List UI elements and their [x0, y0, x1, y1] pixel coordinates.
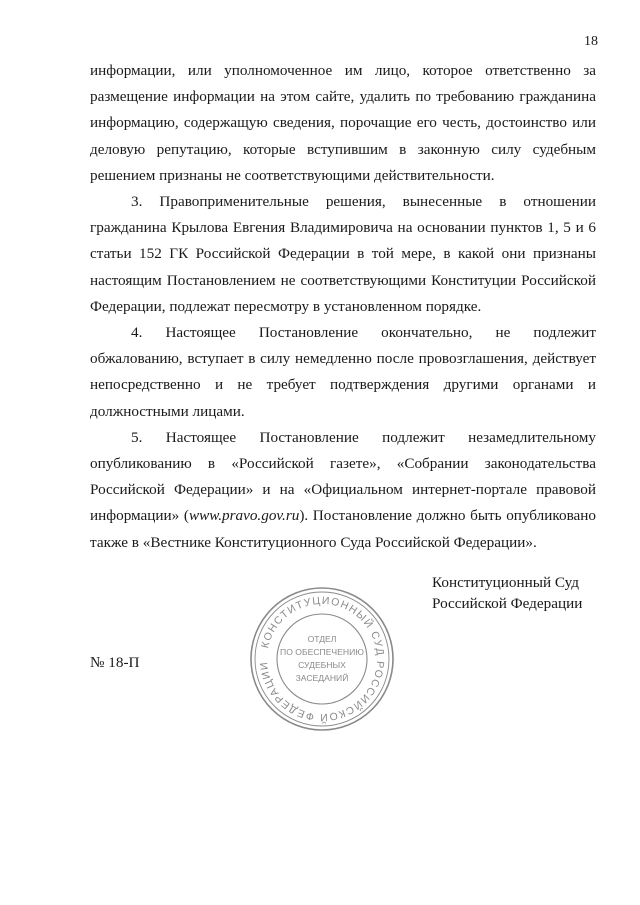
paragraph-5	[90, 425, 596, 556]
signature-block	[432, 572, 582, 614]
paragraph-5-text-start: 5. Настоящее Постановление подлежит незамедлительному опубликованию в «Российской газете», «Собрании законодательства Российской Федерации» и на «Официальном интернет-портале правовой информации» (	[90, 428, 596, 525]
paragraph-3: 3. Правоприменительные решения, вынесенные в отношении гражданина Крылова Евгения Владимировича на основании пунктов 1, 5 и 6 статьи 152 ГК Российской Федерации в той мере, в какой они признаны настоящим Постановлением не соответствующими Конституции Российской Федерации, подлежат пересмотру в установленном порядке.	[90, 193, 596, 315]
document-body	[90, 58, 596, 556]
official-portal-url: www.pravo.gov.ru	[188, 507, 300, 525]
seal-inner-line-2: ПО ОБЕСПЕЧЕНИЮ	[280, 647, 364, 657]
signature-line-1: Конституционный Суд	[432, 574, 579, 591]
paragraph-continuation: информации, или уполномоченное им лицо, которое ответственно за размещение информации на этом сайте, удалить по требованию гражданина информацию, содержащую сведения, порочащие его честь, достоинство или деловую репутацию, которые вступившим в законную силу судебным решением признаны не соответствующими действительности.	[90, 62, 596, 184]
page-number: 18	[584, 34, 598, 49]
paragraph-4: 4. Настоящее Постановление окончательно, не подлежит обжалованию, вступает в силу немедленно после провозглашения, действует непосредственно и не требует подтверждения другими органами и должностными лицами.	[90, 324, 596, 420]
seal-inner-line-3: СУДЕБНЫХ	[298, 660, 346, 670]
paragraph-5-text-end: ). Постановление должно быть опубликовано также в «Вестнике Конституционного Суда Российской Федерации».	[90, 507, 596, 551]
official-seal-stamp	[248, 585, 396, 733]
document-number: № 18-П	[90, 654, 140, 671]
seal-inner-line-1: ОТДЕЛ	[307, 634, 337, 644]
seal-inner-line-4: ЗАСЕДАНИЙ	[295, 673, 349, 683]
seal-ring-text: КОНСТИТУЦИОННЫЙ СУД РОССИЙСКОЙ ФЕДЕРАЦИИ	[257, 594, 387, 724]
signature-line-2: Российской Федерации	[432, 595, 583, 612]
